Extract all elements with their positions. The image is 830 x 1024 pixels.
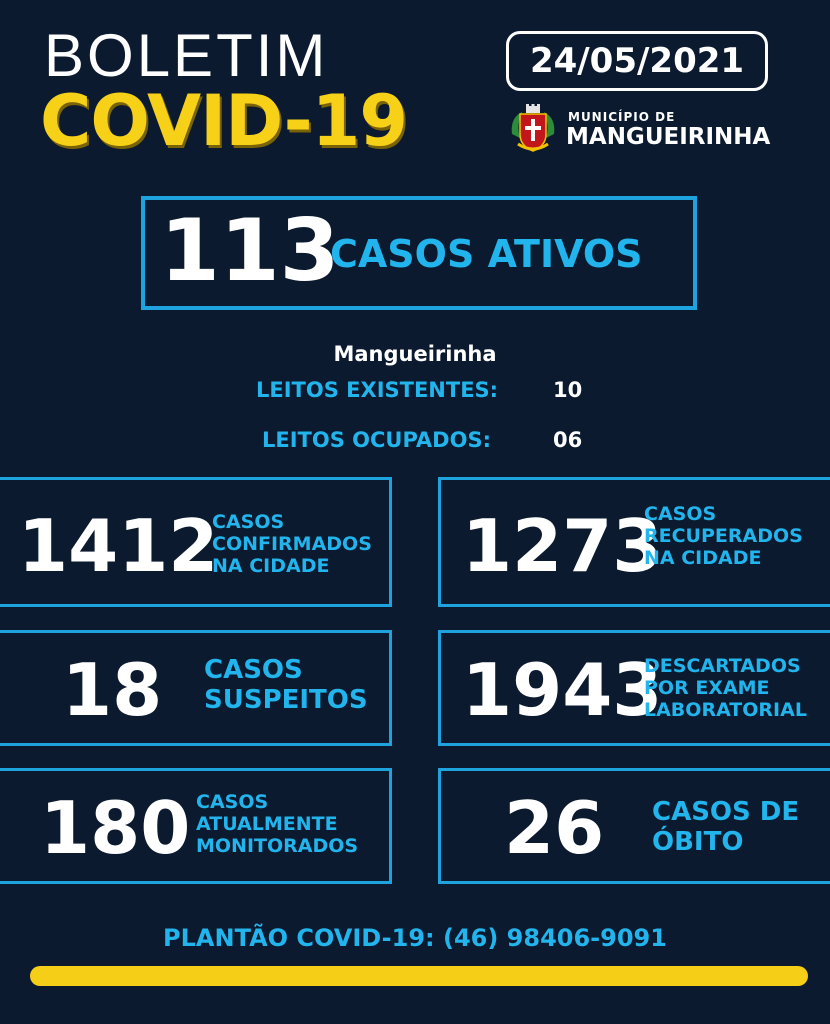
beds-occupied-value: 06 — [553, 428, 583, 452]
monitored-label — [196, 792, 358, 858]
recovered-label-line3: NA CIDADE — [644, 546, 762, 569]
municipality-prefix: MUNICÍPIO DE — [568, 110, 676, 124]
confirmed-label — [212, 512, 372, 578]
city-name: Mangueirinha — [333, 342, 497, 366]
confirmed-value: 1412 — [18, 504, 219, 588]
discarded-label-line3: LABORATORIAL — [644, 698, 807, 721]
hotline-text: PLANTÃO COVID-19: (46) 98406-9091 — [163, 924, 667, 952]
recovered-label-line2: RECUPERADOS — [644, 524, 803, 547]
confirmed-label-line2: CONFIRMADOS — [212, 532, 372, 555]
monitored-label-line2: ATUALMENTE — [196, 812, 338, 835]
recovered-label-line1: CASOS — [644, 503, 717, 525]
monitored-label-line3: MONITORADOS — [196, 834, 359, 857]
municipality-name: MANGUEIRINHA — [566, 124, 771, 150]
suspected-label-line1: CASOS — [204, 655, 303, 685]
monitored-label-line1: CASOS — [196, 791, 269, 813]
confirmed-label-line3: NA CIDADE — [212, 554, 330, 577]
recovered-label — [644, 504, 803, 570]
date-badge — [506, 31, 768, 91]
active-cases-label: CASOS ATIVOS — [330, 232, 643, 276]
deaths-value: 26 — [504, 786, 605, 870]
discarded-label-line1: DESCARTADOS — [644, 655, 801, 677]
municipal-crest-icon — [508, 104, 558, 154]
discarded-label-line2: POR EXAME — [644, 676, 770, 699]
deaths-label-line2: ÓBITO — [652, 826, 744, 857]
suspected-label — [204, 656, 368, 716]
title-covid: COVID-19 — [40, 80, 408, 162]
title-boletim: BOLETIM — [44, 22, 329, 89]
deaths-label-line1: CASOS DE — [652, 797, 800, 827]
discarded-value: 1943 — [462, 648, 663, 732]
beds-existing-label: LEITOS EXISTENTES: — [256, 378, 499, 402]
beds-existing-value: 10 — [553, 378, 583, 402]
suspected-value: 18 — [62, 648, 163, 732]
beds-occupied-label: LEITOS OCUPADOS: — [262, 428, 491, 452]
active-cases-value: 113 — [160, 201, 340, 301]
discarded-label — [644, 656, 807, 722]
monitored-value: 180 — [40, 786, 191, 870]
date-text: 24/05/2021 — [529, 41, 745, 81]
deaths-label — [652, 798, 799, 858]
footer-bar — [30, 966, 808, 986]
confirmed-label-line1: CASOS — [212, 511, 285, 533]
suspected-label-line2: SUSPEITOS — [204, 684, 368, 715]
recovered-value: 1273 — [462, 504, 663, 588]
